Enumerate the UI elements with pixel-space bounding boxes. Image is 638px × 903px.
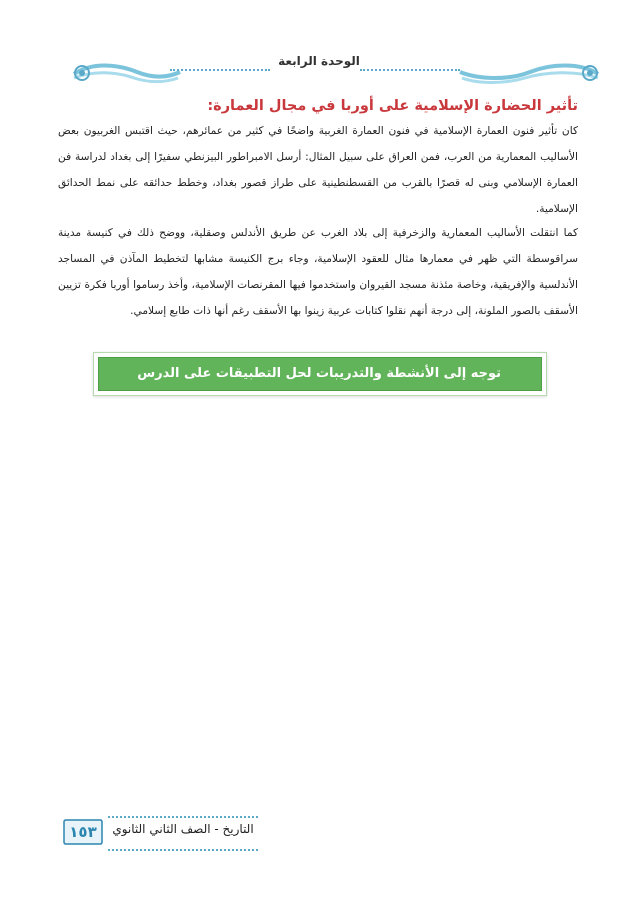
activities-banner[interactable] — [93, 352, 547, 396]
paragraph-1: كان تأثير فنون العمارة الإسلامية في فنون العمارة الغربية واضحًا في كثير من عمائرهم، حيث اقتبس الغربيون بعض الأساليب المعمارية من العرب، فمن العراق على سبيل المثال: أرسل الامبراطور البيزنطي سفيرًا إلى بغداد لدراسة فن العمارة الإسلامي وبنى له قصرًا بالقرب من القسطنطينية على طراز قصور بغداد، وخطط حدائقه على نمط الحدائق الإسلامية. — [58, 125, 578, 215]
paragraph-2: كما انتقلت الأساليب المعمارية والزخرفية إلى بلاد الغرب عن طريق الأندلس وصقلية، ووضح ذلك في كنيسة مدينة سراقوسطة التي ظهر في معمارها مثال للعقود الإسلامية، وجاء برج الكنيسة مشابها لتخطيط المآذن في المساجد الأندلسية والإفريقية، وخاصة مئذنة مسجد القيروان واستخدموا فيها المقرنصات الإسلامية، وأخذ رساموا أوربا فكرة تزيين الأسقف بالصور الملونة، إلى درجة أنهم نقلوا كتابات عربية زينوا بها الأسقف رغم أنها ذات طابع إسلامي. — [58, 227, 578, 317]
book-title: التاريخ - الصف الثاني الثانوي — [112, 822, 254, 836]
page-number: ١٥٣ — [69, 823, 97, 841]
header-dots-right — [360, 69, 460, 75]
footer-dots-top — [108, 816, 258, 818]
unit-title: الوحدة الرابعة — [278, 54, 360, 68]
section-heading: تأثير الحضارة الإسلامية على أوربا في مجال العمارة: — [207, 98, 578, 114]
banner-background — [98, 357, 542, 391]
banner-text: توجه إلى الأنشطة والتدريبات لحل التطبيقات على الدرس — [137, 366, 501, 381]
footer-dots-bottom — [108, 849, 258, 851]
header-dots-left — [170, 69, 270, 75]
